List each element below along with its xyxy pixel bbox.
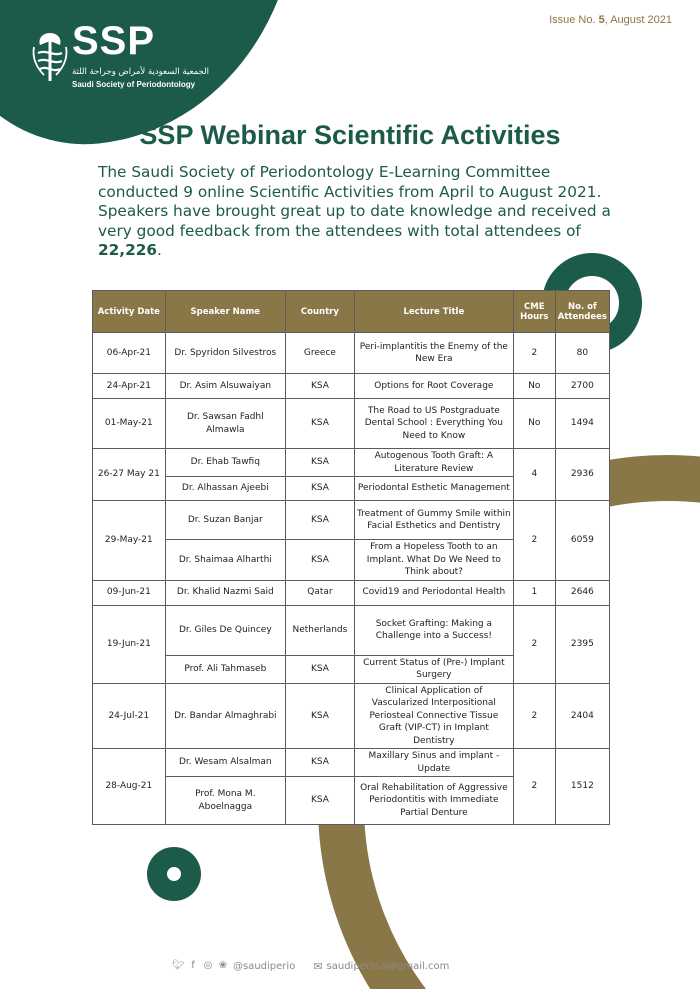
speaker-name: Prof. Mona M. Aboelnagga: [165, 777, 285, 825]
lecture-title: The Road to US Postgraduate Dental School : Everything You Need to Know: [354, 399, 513, 449]
lecture-title: Treatment of Gummy Smile within Facial Esthetics and Dentistry: [354, 501, 513, 540]
country: KSA: [285, 655, 354, 683]
speaker-name: Prof. Ali Tahmaseb: [165, 655, 285, 683]
header-country: Country: [285, 291, 354, 333]
intro-text: The Saudi Society of Periodontology E-Learning Committee conducted 9 online Scientific Activities from April to August 2021. Speakers have brought great up to date knowledge and received a very good feedback from the attendees with total attendees of: [98, 163, 611, 240]
speaker-name: Dr. Alhassan Ajeebi: [165, 477, 285, 501]
speaker-name: Dr. Wesam Alsalman: [165, 749, 285, 777]
attendees: 2700: [555, 374, 609, 399]
speaker-name: Dr. Shaimaa Alharthi: [165, 540, 285, 581]
intro-suffix: .: [157, 241, 162, 259]
country: Greece: [285, 333, 354, 374]
page-number: 18: [662, 957, 678, 973]
activity-date: 24-Apr-21: [93, 374, 166, 399]
activity-date: 06-Apr-21: [93, 333, 166, 374]
activity-date: 09-Jun-21: [93, 580, 166, 605]
country: Qatar: [285, 580, 354, 605]
issue-date: , August 2021: [604, 14, 672, 26]
decorative-dot: [147, 847, 201, 901]
country: KSA: [285, 501, 354, 540]
issue-info: [549, 14, 672, 26]
footer-contact: [172, 958, 449, 974]
country: KSA: [285, 749, 354, 777]
header-speaker-name: Speaker Name: [165, 291, 285, 333]
ssp-logo: [30, 19, 230, 95]
activity-date: 26-27 May 21: [93, 449, 166, 501]
attendees: 2936: [555, 449, 609, 501]
table-header-row: [93, 291, 610, 333]
attendees: 1512: [555, 749, 609, 825]
country: KSA: [285, 477, 354, 501]
intro-paragraph: [98, 163, 618, 261]
cme-hours: 2: [513, 749, 555, 825]
mail-icon: ✉: [313, 959, 323, 973]
table-row: [93, 683, 610, 749]
country: KSA: [285, 399, 354, 449]
country: KSA: [285, 540, 354, 581]
activity-date: 28-Aug-21: [93, 749, 166, 825]
table-row: [93, 501, 610, 540]
logo-english-name: Saudi Society of Periodontology: [72, 80, 196, 89]
lecture-title: Clinical Application of Vascularized Interpositional Periosteal Connective Tissue Graft (VIP-CT) in Implant Dentistry: [354, 683, 513, 749]
cme-hours: 2: [513, 605, 555, 683]
table-row: [93, 449, 610, 477]
instagram-icon[interactable]: ◎: [203, 960, 213, 971]
header-attendees: No. of Attendees: [555, 291, 609, 333]
lecture-title: Covid19 and Periodontal Health: [354, 580, 513, 605]
lecture-title: Periodontal Esthetic Management: [354, 477, 513, 501]
attendees: 2395: [555, 605, 609, 683]
page-title: SSP Webinar Scientific Activities: [139, 120, 561, 150]
speaker-name: Dr. Bandar Almaghrabi: [165, 683, 285, 749]
lecture-title: Maxillary Sinus and implant - Update: [354, 749, 513, 777]
table-row: [93, 333, 610, 374]
table-row: [93, 749, 610, 777]
issue-number: 5: [598, 14, 605, 26]
activity-date: 01-May-21: [93, 399, 166, 449]
lecture-title: Options for Root Coverage: [354, 374, 513, 399]
attendees: 6059: [555, 501, 609, 581]
activity-date: 24-Jul-21: [93, 683, 166, 749]
header-cme-hours: CME Hours: [513, 291, 555, 333]
logo-title: SSP: [72, 19, 156, 63]
attendees: 1494: [555, 399, 609, 449]
lecture-title: Oral Rehabilitation of Aggressive Periodontitis with Immediate Partial Denture: [354, 777, 513, 825]
country: KSA: [285, 777, 354, 825]
speaker-name: Dr. Asim Alsuwaiyan: [165, 374, 285, 399]
cme-hours: 2: [513, 333, 555, 374]
lecture-title: Autogenous Tooth Graft: A Literature Review: [354, 449, 513, 477]
cme-hours: 4: [513, 449, 555, 501]
speaker-name: Dr. Spyridon Silvestros: [165, 333, 285, 374]
table-row: [93, 605, 610, 655]
lecture-title: Socket Grafting: Making a Challenge into a Success!: [354, 605, 513, 655]
lecture-title: Current Status of (Pre-) Implant Surgery: [354, 655, 513, 683]
logo-arabic-name: الجمعية السعودية لأمراض وجراحة اللثة: [72, 67, 209, 77]
contact-email[interactable]: saudiperio.s@gmail.com: [326, 960, 450, 972]
attendees: 2646: [555, 580, 609, 605]
speaker-name: Dr. Khalid Nazmi Said: [165, 580, 285, 605]
header-lecture-title: Lecture Title: [354, 291, 513, 333]
speaker-name: Dr. Suzan Banjar: [165, 501, 285, 540]
speaker-name: Dr. Ehab Tawfiq: [165, 449, 285, 477]
cme-hours: No: [513, 399, 555, 449]
total-attendees: 22,226: [98, 241, 158, 259]
snapchat-icon[interactable]: ❀: [218, 960, 228, 971]
cme-hours: 2: [513, 501, 555, 581]
cme-hours: 2: [513, 683, 555, 749]
speaker-name: Dr. Sawsan Fadhl Almawla: [165, 399, 285, 449]
header-activity-date: Activity Date: [93, 291, 166, 333]
table-row: [93, 580, 610, 605]
issue-label: Issue No.: [549, 14, 596, 26]
lecture-title: From a Hopeless Tooth to an Implant. What Do We Need to Think about?: [354, 540, 513, 581]
activity-date: 29-May-21: [93, 501, 166, 581]
lecture-title: Peri-implantitis the Enemy of the New Era: [354, 333, 513, 374]
speaker-name: Dr. Giles De Quincey: [165, 605, 285, 655]
table-row: [93, 374, 610, 399]
social-icons: [172, 960, 229, 972]
country: KSA: [285, 449, 354, 477]
country: KSA: [285, 374, 354, 399]
ssp-emblem-icon: [30, 27, 70, 87]
twitter-icon[interactable]: 🐦︎: [172, 960, 185, 971]
cme-hours: No: [513, 374, 555, 399]
activities-table: [92, 290, 610, 825]
attendees: 80: [555, 333, 609, 374]
country: Netherlands: [285, 605, 354, 655]
table-row: [93, 399, 610, 449]
attendees: 2404: [555, 683, 609, 749]
social-handle[interactable]: @saudiperio: [233, 960, 296, 972]
activity-date: 19-Jun-21: [93, 605, 166, 683]
country: KSA: [285, 683, 354, 749]
facebook-icon[interactable]: f: [191, 960, 195, 971]
cme-hours: 1: [513, 580, 555, 605]
